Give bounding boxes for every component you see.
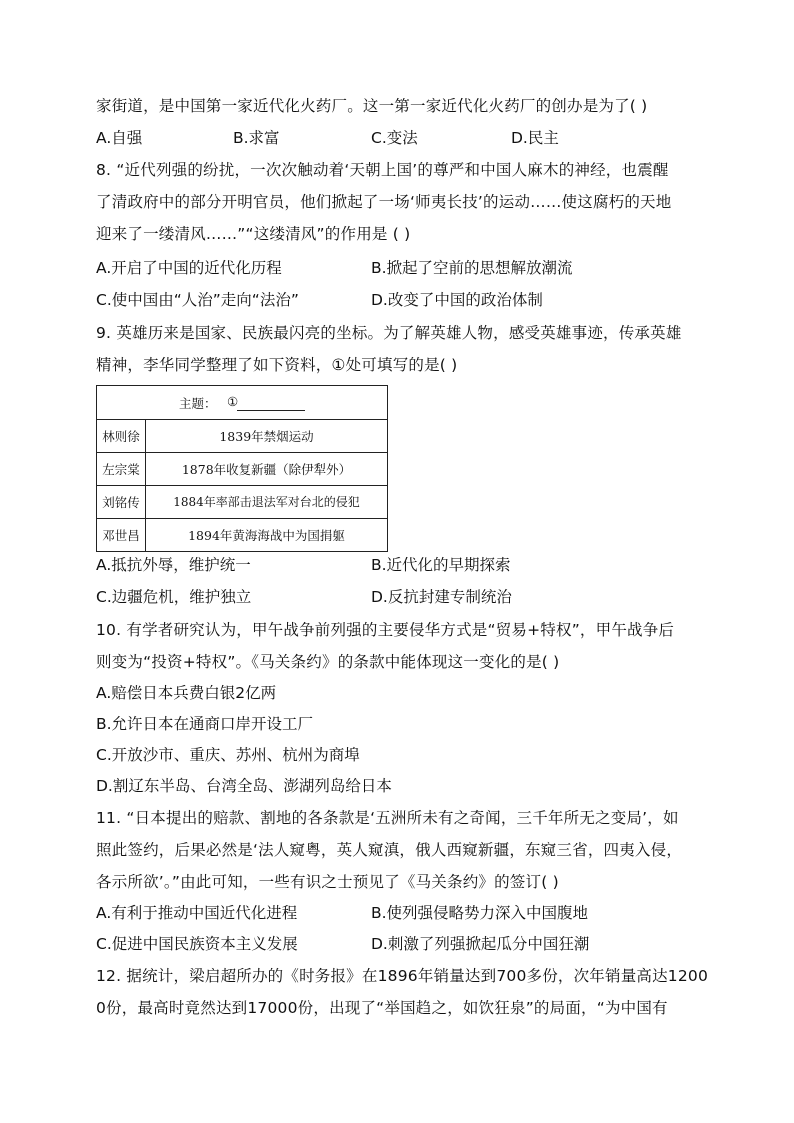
hero-name: 邓世昌 [97,519,146,552]
q11-option-b: B.使列强侵略势力深入中国腹地 [371,904,589,922]
q9-option-a: A.抵抗外辱，维护统一 [96,556,251,574]
q8-option-b: B.掀起了空前的思想解放潮流 [371,259,573,277]
hero-name: 林则徐 [97,420,146,453]
q10-option-c: C.开放沙市、重庆、苏州、杭州为商埠 [96,746,360,764]
q11-stem-line-3: 各示所欲’。”由此可知，一些有识之士预见了《马关条约》的签订( ) [96,873,559,891]
hero-name: 刘铭传 [97,486,146,519]
table-row [97,453,387,486]
q8-option-a: A.开启了中国的近代化历程 [96,259,282,277]
q12-stem-line-1: 12. 据统计，梁启超所办的《时务报》在1896年销量达到700多份，次年销量高达1200 [96,967,709,985]
q9-option-c: C.边疆危机，维护独立 [96,588,252,606]
hero-event: 1839年禁烟运动 [219,429,314,444]
q9-stem-line-1: 9. 英雄历来是国家、民族最闪亮的坐标。为了解英雄人物，感受英雄事迹，传承英雄 [96,324,682,342]
q9-option-b: B.近代化的早期探索 [371,556,511,574]
q10-stem-line-1: 10. 有学者研究认为，甲午战争前列强的主要侵华方式是“贸易+特权”，甲午战争后 [96,621,675,639]
q10-option-a: A.赔偿日本兵费白银2亿两 [96,684,277,702]
q10-stem-line-2: 则变为“投资+特权”。《马关条约》的条款中能体现这一变化的是( ) [96,653,560,671]
q11-option-d: D.刺激了列强掀起瓜分中国狂潮 [371,935,590,953]
q10-option-b: B.允许日本在通商口岸开设工厂 [96,715,314,733]
q11-stem-line-2: 照此签约，后果必然是‘法人窥粤，英人窥滇，俄人西窥新疆，东窥三省，四夷入侵， [96,841,683,859]
q8-stem-line-3: 迎来了一缕清风……”“这缕清风”的作用是 ( ) [96,225,411,243]
q7-option-d: D.民主 [511,129,559,147]
hero-event: 1878年收复新疆（除伊犁外） [181,462,352,477]
q9-option-d: D.反抗封建专制统治 [371,588,512,606]
theme-label: 主题： [179,396,217,411]
q8-stem-line-2: 了清政府中的部分开明官员，他们掀起了一场‘师夷长技’的运动……使这腐朽的天地 [96,193,672,211]
table-row [97,486,387,519]
q8-option-c: C.使中国由“人治”走向“法治” [96,291,299,309]
q7-stem-line: 家街道，是中国第一家近代化火药厂。这一第一家近代化火药厂的创办是为了( ) [96,97,648,115]
table-row [97,519,387,552]
hero-name: 左宗棠 [97,453,146,486]
q7-option-c: C.变法 [371,129,418,147]
q11-option-a: A.有利于推动中国近代化进程 [96,904,298,922]
table-row [97,420,387,453]
hero-event: 1884年率部击退法军对台北的侵犯 [173,495,360,509]
theme-blank-marker: ① [227,394,239,409]
q10-option-d: D.割辽东半岛、台湾全岛、澎湖列岛给日本 [96,777,392,795]
q11-stem-line-1: 11. “日本提出的赔款、割地的各条款是‘五洲所未有之奇闻，三千年所无之变局’，如 [96,809,679,827]
table-header [97,386,387,420]
q8-option-d: D.改变了中国的政治体制 [371,291,543,309]
q9-hero-table [96,385,388,552]
hero-event: 1894年黄海海战中为国捐躯 [188,528,345,543]
q7-option-a: A.自强 [96,129,143,147]
q9-stem-line-2: 精神，李华同学整理了如下资料，①处可填写的是( ) [96,356,458,374]
q11-option-c: C.促进中国民族资本主义发展 [96,935,298,953]
q7-option-b: B.求富 [233,129,280,147]
q8-stem-line-1: 8. “近代列强的纷扰，一次次触动着‘天朝上国’的尊严和中国人麻木的神经，也震醒 [96,161,669,179]
q12-stem-line-2: 0份，最高时竟然达到17000份，出现了“举国趋之，如饮狂泉”的局面，“为中国有 [96,999,668,1017]
theme-blank-underline [237,410,305,411]
